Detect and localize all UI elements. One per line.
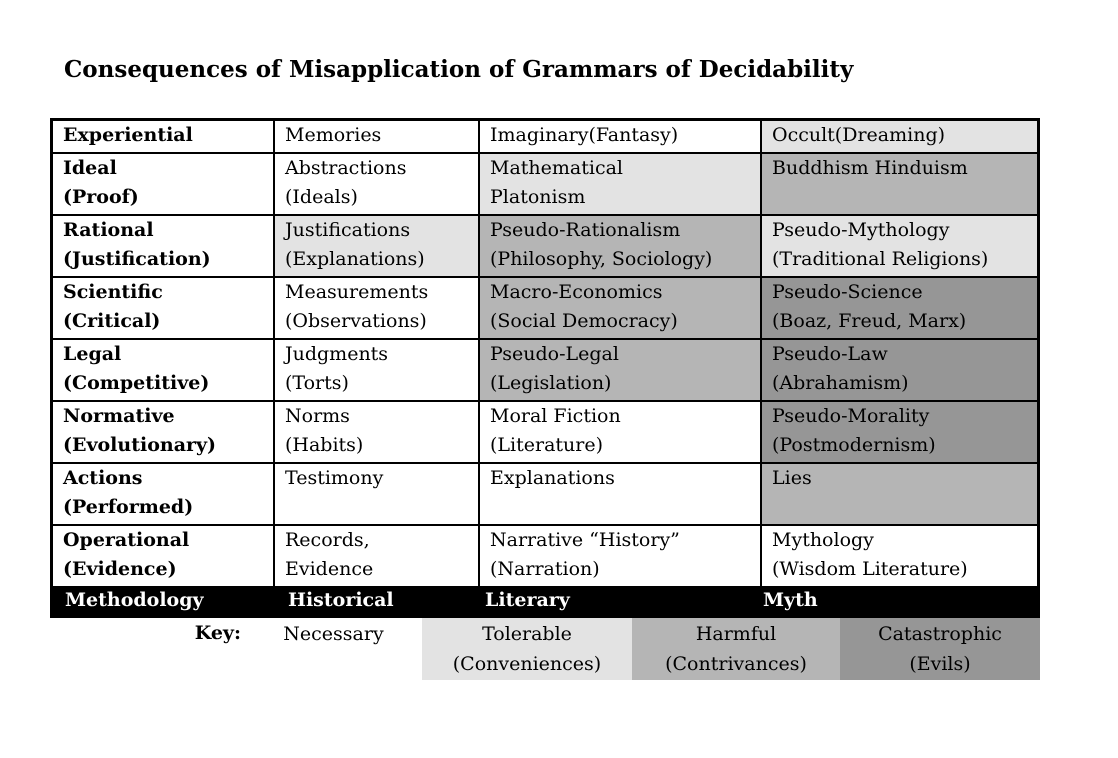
table-cell [478, 121, 760, 152]
key-items [245, 618, 1040, 680]
table-cell [760, 121, 1037, 152]
table-row [53, 338, 1037, 400]
cell-text: Testimony [285, 467, 384, 489]
table-cell [53, 216, 273, 276]
cell-text: (Explanations) [285, 248, 425, 270]
cell-text: (Boaz, Freud, Marx) [772, 310, 967, 332]
cell-text: Rational [63, 219, 154, 241]
table-cell [760, 154, 1037, 214]
cell-text: (Proof) [63, 186, 139, 208]
table-cell [478, 216, 760, 276]
cell-text: (Postmodernism) [772, 434, 936, 456]
key-item-text: (Contrivances) [665, 653, 807, 675]
table-cell [273, 154, 478, 214]
methodology-label: Methodology [65, 589, 204, 611]
key-label: Key: [194, 622, 241, 644]
key-item-text: (Conveniences) [452, 653, 602, 675]
cell-text: Measurements [285, 281, 429, 303]
key-item-text: (Evils) [909, 653, 971, 675]
cell-text: Platonism [490, 186, 586, 208]
table-cell [53, 526, 273, 586]
table-cell [760, 216, 1037, 276]
table-rows [53, 121, 1037, 586]
key-item [422, 618, 632, 680]
cell-text: (Ideals) [285, 186, 358, 208]
table-cell [478, 154, 760, 214]
table-cell [478, 278, 760, 338]
cell-text: (Torts) [285, 372, 349, 394]
cell-text: Pseudo-Rationalism [490, 219, 681, 241]
cell-text: Memories [285, 124, 382, 146]
table-cell [53, 278, 273, 338]
key-item-text: Harmful [695, 623, 777, 645]
cell-text: Records, [285, 529, 370, 551]
key-item-text: Tolerable [482, 623, 572, 645]
table-row [53, 524, 1037, 586]
cell-text: Pseudo-Science [772, 281, 923, 303]
cell-text: Pseudo-Morality [772, 405, 930, 427]
cell-text: Scientific [63, 281, 163, 303]
cell-text: Narrative “History” [490, 529, 680, 551]
table-cell [53, 402, 273, 462]
cell-text: Experiential [63, 124, 193, 146]
table-cell [273, 121, 478, 152]
cell-text: (Habits) [285, 434, 364, 456]
table-row [53, 400, 1037, 462]
cell-text: Pseudo-Legal [490, 343, 619, 365]
cell-text: Occult(Dreaming) [772, 124, 946, 146]
table-cell [53, 340, 273, 400]
methodology-label: Myth [763, 589, 818, 611]
cell-text: (Traditional Religions) [772, 248, 989, 270]
cell-text: (Justification) [63, 248, 211, 270]
table-cell [273, 278, 478, 338]
cell-text: Pseudo-Mythology [772, 219, 950, 241]
cell-text: Operational [63, 529, 190, 551]
page-title: Consequences of Misapplication of Grammars of Decidability [64, 56, 854, 83]
key-item [840, 618, 1040, 680]
table-cell [273, 340, 478, 400]
table-cell [478, 402, 760, 462]
table-row [53, 152, 1037, 214]
cell-text: Legal [63, 343, 122, 365]
cell-text: Judgments [285, 343, 389, 365]
table-cell [53, 154, 273, 214]
document-body [50, 118, 1040, 680]
table-cell [478, 464, 760, 524]
cell-text: (Wisdom Literature) [772, 558, 968, 580]
table-cell [53, 464, 273, 524]
key-row [50, 618, 1040, 680]
cell-text: Justifications [285, 219, 411, 241]
cell-text: (Evolutionary) [63, 434, 217, 456]
table-cell [760, 340, 1037, 400]
table-cell [760, 402, 1037, 462]
table-row [53, 214, 1037, 276]
cell-text: (Legislation) [490, 372, 612, 394]
table-row [53, 276, 1037, 338]
table-cell [478, 526, 760, 586]
cell-text: (Narration) [490, 558, 600, 580]
methodology-row [53, 586, 1037, 615]
table-cell [273, 464, 478, 524]
key-item-text: Catastrophic [878, 623, 1002, 645]
table-cell [273, 526, 478, 586]
cell-text: Buddhism Hinduism [772, 157, 968, 179]
key-item-text: Necessary [283, 623, 384, 645]
cell-text: (Competitive) [63, 372, 210, 394]
cell-text: (Performed) [63, 496, 194, 518]
cell-text: Imaginary(Fantasy) [490, 124, 679, 146]
table-cell [760, 526, 1037, 586]
cell-text: (Observations) [285, 310, 427, 332]
table-cell [273, 402, 478, 462]
cell-text: Pseudo-Law [772, 343, 888, 365]
cell-text: Abstractions [285, 157, 407, 179]
cell-text: Ideal [63, 157, 117, 179]
key-item [632, 618, 840, 680]
cell-text: (Critical) [63, 310, 161, 332]
cell-text: Evidence [285, 558, 374, 580]
cell-text: (Literature) [490, 434, 604, 456]
cell-text: Explanations [490, 467, 615, 489]
table-cell [273, 216, 478, 276]
cell-text: Lies [772, 467, 812, 489]
cell-text: Macro-Economics [490, 281, 663, 303]
methodology-label: Historical [288, 589, 394, 611]
cell-text: Mythology [772, 529, 874, 551]
cell-text: Moral Fiction [490, 405, 621, 427]
cell-text: Norms [285, 405, 350, 427]
cell-text: (Social Democracy) [490, 310, 678, 332]
cell-text: Mathematical [490, 157, 623, 179]
decidability-table [50, 118, 1040, 618]
table-cell [53, 121, 273, 152]
table-cell [478, 340, 760, 400]
cell-text: (Philosophy, Sociology) [490, 248, 713, 270]
cell-text: Actions [63, 467, 143, 489]
table-row [53, 462, 1037, 524]
table-cell [760, 464, 1037, 524]
cell-text: Normative [63, 405, 175, 427]
methodology-label: Literary [485, 589, 570, 611]
table-cell [760, 278, 1037, 338]
cell-text: (Evidence) [63, 558, 177, 580]
key-item [245, 618, 422, 680]
cell-text: (Abrahamism) [772, 372, 909, 394]
table-row [53, 121, 1037, 152]
